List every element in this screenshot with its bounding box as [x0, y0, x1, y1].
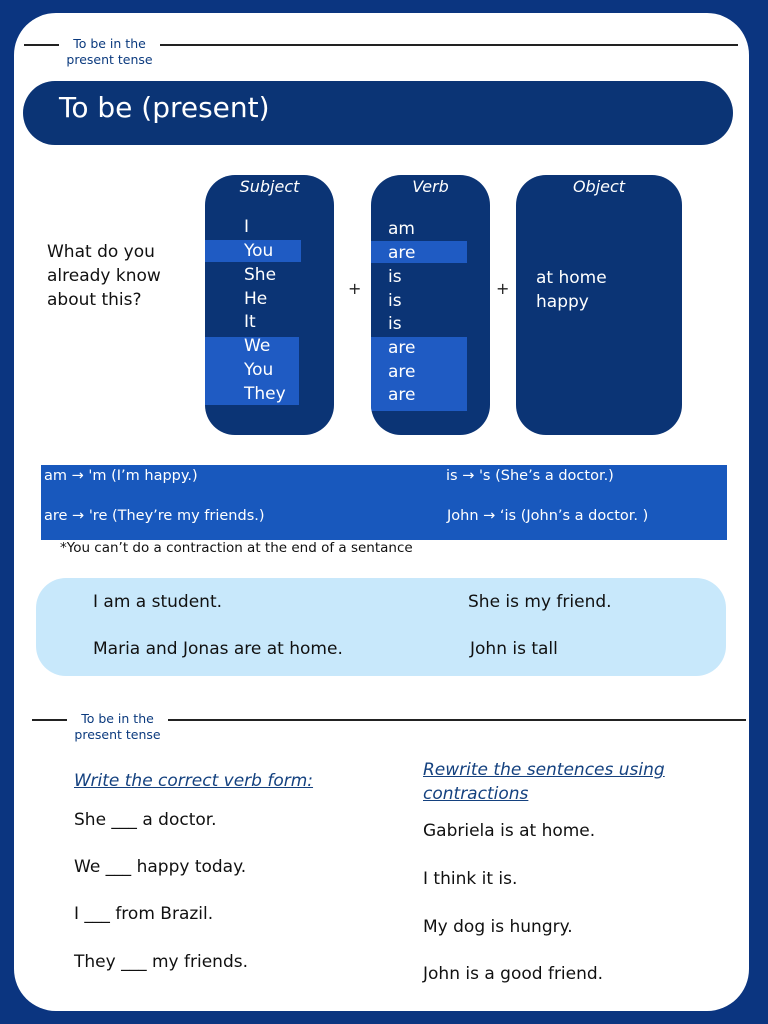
exercise1-item: We ___ happy today. — [74, 857, 247, 877]
example-sentence: I am a student. — [93, 592, 223, 612]
subject-column — [205, 175, 334, 435]
exercise2-heading-line1: Rewrite the sentences using — [423, 760, 665, 780]
subject-item: I — [244, 217, 250, 237]
example-sentence: Maria and Jonas are at home. — [93, 639, 343, 659]
warmup-question: What do you already know about this? — [47, 242, 161, 310]
object-item: at home — [536, 268, 607, 288]
examples-box — [36, 578, 726, 676]
section-label — [62, 36, 157, 68]
subject-item: They — [244, 384, 286, 404]
exercise2-heading-line2: contractions — [423, 784, 529, 804]
verb-item: are — [388, 362, 416, 382]
verb-item: am — [388, 219, 415, 239]
verb-item: are — [388, 243, 416, 263]
object-item: happy — [536, 292, 589, 312]
example-sentence: John is tall — [470, 639, 558, 659]
header-rule-right — [160, 44, 738, 46]
contraction-is: is → 's (She’s a doctor.) — [446, 468, 614, 484]
subject-item: He — [244, 289, 268, 309]
example-sentence: She is my friend. — [468, 592, 612, 612]
title-banner — [23, 81, 733, 145]
subject-item: You — [244, 241, 274, 261]
verb-highlight-plural — [371, 337, 467, 411]
subject-item: You — [244, 360, 274, 380]
object-column — [516, 175, 682, 435]
exercise2-item: Gabriela is at home. — [423, 821, 596, 841]
exercise1-item: They ___ my friends. — [74, 952, 248, 972]
subject-item: We — [244, 336, 271, 356]
verb-heading: Verb — [412, 177, 449, 196]
verb-highlight-are — [371, 241, 467, 263]
plus-sign: + — [496, 279, 510, 298]
exercise2-heading — [423, 758, 665, 806]
page-title: To be (present) — [59, 91, 270, 124]
section2-label — [70, 711, 165, 743]
exercise1-item: She ___ a doctor. — [74, 810, 217, 830]
subject-item: It — [244, 312, 256, 332]
object-heading: Object — [572, 177, 626, 196]
verb-item: are — [388, 385, 416, 405]
section2-rule-left — [32, 719, 67, 721]
verb-item: is — [388, 314, 402, 334]
contraction-am: am → 'm (I’m happy.) — [44, 468, 198, 484]
verb-column — [371, 175, 490, 435]
section2-label-line2: present tense — [74, 727, 161, 742]
section2-label-line1: To be in the — [81, 711, 154, 726]
contraction-john: John → ‘is (John’s a doctor. ) — [447, 508, 649, 524]
worksheet-page — [14, 13, 749, 1011]
plus-sign: + — [348, 279, 362, 298]
section-label-line2: present tense — [66, 52, 153, 67]
exercise2-item: John is a good friend. — [423, 964, 604, 984]
exercise2-item: I think it is. — [423, 869, 518, 889]
contraction-note: *You can’t do a contraction at the end of a sentance — [60, 540, 413, 556]
exercise1-heading: Write the correct verb form: — [74, 771, 314, 791]
exercise1-item: I ___ from Brazil. — [74, 904, 214, 924]
contractions-box — [41, 465, 727, 540]
section2-rule-right — [168, 719, 746, 721]
verb-item: is — [388, 291, 402, 311]
subject-heading: Subject — [239, 177, 300, 196]
section-label-line1: To be in the — [73, 36, 146, 51]
subject-item: She — [244, 265, 277, 285]
contraction-are: are → 're (They’re my friends.) — [44, 508, 265, 524]
header-rule-left — [24, 44, 59, 46]
verb-item: is — [388, 267, 402, 287]
verb-item: are — [388, 338, 416, 358]
exercise2-item: My dog is hungry. — [423, 917, 573, 937]
